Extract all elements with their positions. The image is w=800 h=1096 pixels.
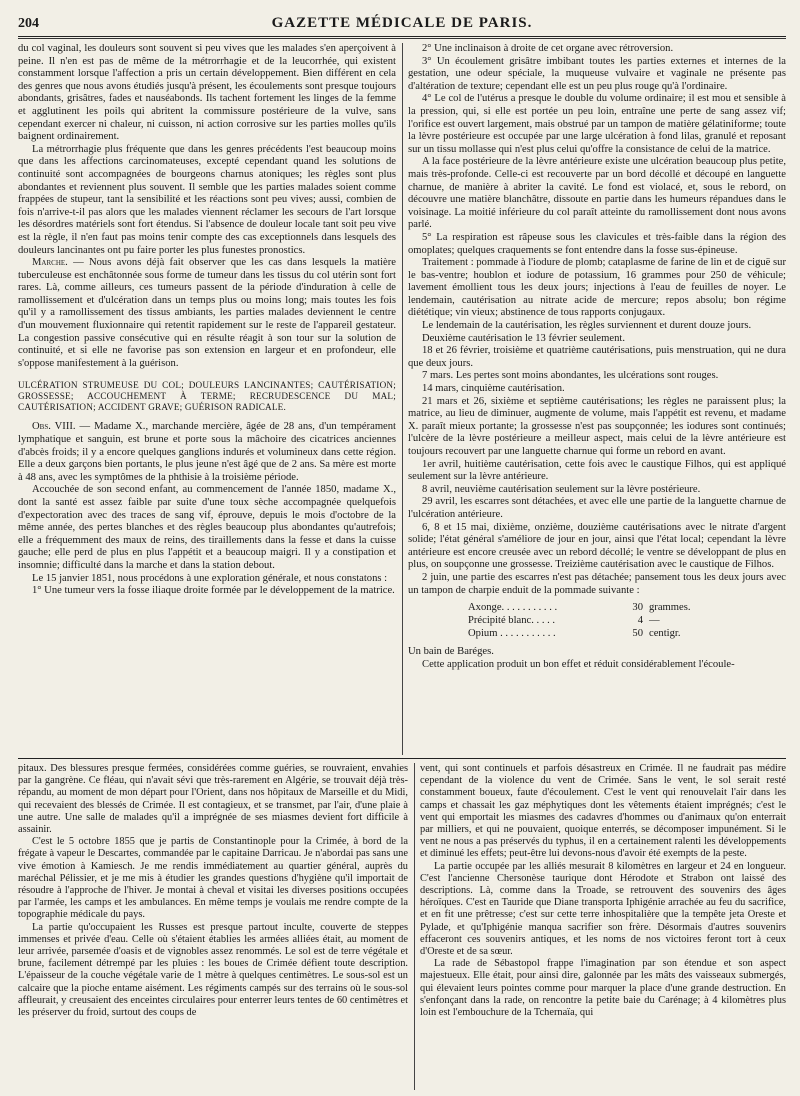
header-rule	[18, 38, 786, 39]
paragraph: Le lendemain de la cautérisation, les règles surviennent et durent douze jours.	[422, 320, 752, 332]
paragraph: La partie occupée par les alliés mesurait 8 kilomètres en largeur et 24 en longueur. C'est l'ancienne Chersonèse taurique dont Hérodote et Strabon ont laissé des descriptions. Là, comme dans la Troade, se retrouvent des souvenirs des âges héroïques. C'est en Tauride que Diane transporta Iphigénie arrachée au feu du sacrifice, et en fit une prêtresse; c'est sur cette terre inhospitalière que la tempête jeta Oreste et Pylade, et qu'Iphigénie manqua sacrifier son frère. Désormais d'autres souvenirs effaceront ces souvenirs antiques, et les noms de nos victoires feront tort à ceux d'Oreste et de sa sœur.	[420, 860, 786, 958]
paragraph: 4° Le col de l'utérus a presque le double du volume ordinaire; il est mou et sensible à la pression, qui, si elle est portée un peu loin, entraîne une perte de sang assez vif; l'orifice est ouvert largement, mais obstrué par un tampon de matière gélatiniforme; toute la lèvre postérieure est occupée par une large ulcération à fond lilas, granulé et reposant sur un tissu mollasse qui n'est plus celui qu'offre la consistance de celui de la matrice.	[408, 93, 786, 155]
ingredient-unit: —	[649, 615, 660, 627]
upper-left-column	[18, 43, 396, 755]
paragraph: vent, qui sont continuels et parfois désastreux en Crimée. Il ne faudrait pas médire cependant de la violence du vent de Crimée. Sans le vent, le sol serait resté constamment boueux, faute d'écoulement. C'est le vent qui renouvelait l'air dans les camps et chassait les gaz méphytiques dont les vêtements étaient imprégnés; c'est le vent qui emportait les miasmes des cadavres d'hommes ou d'animaux qu'on enterrait par milliers, et qui ne pouvaient, quoique enterrés, se décomposer impunément. Si le vent ne nous a pas préservés du typhus, il en a certainement ralenti les développements et diminué les effets; peut-être lui devons-nous d'avoir été exempts de la peste.	[420, 763, 786, 860]
ingredient-quantity: 50	[632, 628, 643, 640]
paragraph	[18, 421, 396, 484]
paragraph: 18 et 26 février, troisième et quatrième cautérisations, puis menstruation, qui ne dura que deux jours.	[408, 345, 786, 369]
ingredient-name: Axonge. . . . . . . . . . .	[468, 602, 558, 614]
paragraph: Cette application produit un bon effet et réduit considérablement l'écoule-	[422, 658, 735, 670]
paragraph: La rade de Sébastopol frappe l'imagination par son étendue et son aspect majestueux. Elle était, pour ainsi dire, galonnée par les mâts des vaisseaux submergés, qui élevaient leurs pointes comme pour marquer la place d'une grande destruction. En s'enfonçant dans la rade, on rencontre la petite baie du Carénage; à 4 kilomètres plus loin est l'embouchure de la Tchernaïa, qui	[420, 958, 786, 1019]
paragraph: 6, 8 et 15 mai, dixième, onzième, douzième cautérisations avec le nitrate d'argent solide; l'état général s'améliore de jour en jour, ainsi que l'état local; cependant la lèvre antérieure est encore creusée avec un rebord décollé; le ventre se développant de plus en plus, on soupçonne une grossesse. Treizième cautérisation avec le caustique de Filhos.	[408, 521, 786, 571]
paragraph-text: — Madame X., marchande mercière, âgée de 28 ans, d'un tempérament lymphatique et sanguin, est brune et porte sous la mâchoire des cicatrices anciennes d'abcès froids; il y a encore quelques ganglions indurés et volumineux dans cette région. Elle a deux garçons bien portants, le plus jeune n'est âgé que de 2 ans. Sa mère est morte à 48 ans, avec les symptômes de la phthisie à la troisième période.	[18, 421, 396, 483]
formula-row	[468, 614, 786, 627]
lower-left-column	[18, 763, 408, 1090]
lower-section	[18, 763, 786, 1090]
column-divider	[402, 43, 403, 755]
ingredient-name: Opium . . . . . . . . . . .	[468, 628, 556, 640]
ingredient-unit: centigr.	[649, 628, 681, 640]
paragraph: Accouchée de son second enfant, au commencement de l'année 1850, madame X., dont la santé est assez faible par suite d'une toux sèche accompagnée quelquefois d'expectoration avec des traces de sang vif, éprouve, depuis le mois d'octobre de la même année, des pertes blanches et des règles beaucoup plus abondantes qu'autrefois; elle a fréquemment des maux de reins, des tiraillements dans la fesse et dans la cuisse gauche; elle perd de plus en plus l'appétit et a beaucoup maigri. Il y a constipation et insomnie; difficulté dans la marche et dans la station debout.	[18, 484, 396, 571]
paragraph: 1° Une tumeur vers la fosse iliaque droite formée par le développement de la matrice.	[32, 585, 395, 597]
paragraph: Le 15 janvier 1851, nous procédons à une exploration générale, et nous constatons :	[32, 572, 388, 584]
ingredient-quantity: 30	[632, 602, 643, 614]
paragraph: Traitement : pommade à l'iodure de plomb; cataplasme de farine de lin et de ciguë sur le bas-ventre; houblon et iodure de potassium, 16 grammes pour 250 de véhicule; lavement émollient tous les deux jours; injections à l'eau de feuilles de noyer. Le lendemain, cautérisation au nitrate acide de mercure; repos absolu; bon régime diététique; vin vieux; abstinence de tous rapports conjugaux.	[408, 257, 786, 319]
paragraph: Un bain de Baréges.	[408, 646, 494, 658]
paragraph-text: — Nous avons déjà fait observer que les cas dans lesquels la matière tuberculeuse est enchâtonnée sous forme de tumeur dans les tissus du col utérin sont fort rares. Là, comme ailleurs, ces tumeurs passent de la période d'induration à celle de ramollissement et d'ulcération dans un temps plus ou moins long; mais toutes les fois qu'il y a ramollissement des tissus ambiants, les parties malades deviennent le centre d'un mouvement fluxionnaire qui retentit rapidement sur le reste de l'appareil gestateur. La congestion passive consécutive qui en résulte réagit à son tour sur la solution de continuité, et si elle ne favorise pas son extension en largeur et en profondeur, elle s'oppose manifestement à la guérison.	[18, 257, 396, 369]
paragraph: 14 mars, cinquième cautérisation.	[422, 383, 565, 395]
feuilleton-rule	[18, 758, 786, 759]
paragraph: 29 avril, les escarres sont détachées, et avec elle une partie de la languette charnue de l'ulcération antérieure.	[408, 496, 786, 520]
ingredient-quantity: 4	[637, 615, 643, 627]
paragraph: 2° Une inclinaison à droite de cet organe avec rétroversion.	[422, 43, 674, 54]
paragraph: 3° Un écoulement grisâtre imbibant toutes les parties externes et internes de la gestation, une odeur spéciale, la muqueuse vulvaire et vaginale ne présente pas d'altération de texture; cependant elle est un peu plus rouge qu'à l'ordinaire.	[408, 55, 786, 92]
section-label: Marche.	[32, 257, 68, 269]
observation-label: Obs. VIII.	[32, 421, 76, 433]
paragraph: pitaux. Des blessures presque fermées, considérées comme guéries, se rouvraient, envahies par la gangrène. Ce fléau, qui n'avait sévi que très-rarement en Algérie, se trouvait déjà très-répandu, au moment de mon départ pour l'Orient, dans nos hôpitaux de Marseille et du Midi, qui recevaient des blessés de Crimée. Il est contagieux, et se transmet, par l'air, d'une plaie à une autre. Une salle de malades qu'il a imprégnée de ses miasmes devient fort difficile à assainir.	[18, 763, 408, 836]
paragraph: La partie qu'occupaient les Russes est presque partout inculte, couverte de steppes immenses et privée d'eau. Celle où s'étaient établies les armées alliées était, au moment de leur arrivée, parsemée d'oasis et de vignobles assez renommés. Le sol est de terre végétale et brune, facilement détrempé par les pluies : les boues de Crimée défient toute description. L'épaisseur de la couche végétale varie de 1 mètre à quelques centimètres. Le sous-sol est un calcaire que la pioche entame aisément. Les régiments campés sur des terrains où le sous-sol affleurait, y creusaient des enceintes circulaires pour enterrer leurs tentes de 60 centimètres et les préserver du froid, surtout des coups de	[18, 921, 408, 1019]
publication-title: GAZETTE MÉDICALE DE PARIS.	[271, 15, 533, 31]
paragraph: 2 juin, une partie des escarres n'est pas détachée; pansement tous les deux jours avec un tampon de charpie enduit de la pommade suivante :	[408, 571, 786, 596]
upper-right-column	[408, 43, 786, 755]
column-divider	[414, 763, 415, 1090]
page-header	[18, 12, 786, 37]
upper-section	[18, 43, 786, 755]
paragraph: La métrorrhagie plus fréquente que dans les genres précédents l'est beaucoup moins que dans les affections carcinomateuses, excepté cependant quand les solutions de continuité sont accompagnées de bourgeons charnus atoniques; les règles sont plus abondantes et reviennent plus souvent. Il semble que les parties malades soient comme frappées de stupeur, tant la sensibilité et les réactions sont peu vives; aussi, combien de fois n'arrive-t-il pas alors que les malades viennent réclamer les secours de l'art lorsque les désordres matériels sont fort étendus. Si l'absence de douleur locale tant soit peu vive est la règle, il n'en faut pas moins tenir compte des cas exceptionnels dans lesquels des douleurs lancinantes ont pu faire porter les plus funestes pronostics.	[18, 143, 396, 256]
paragraph: du col vaginal, les douleurs sont souvent si peu vives que les malades s'en aperçoivent à peine. Il n'en est pas de même de la métrorrhagie et de la leucorrhée, qui existent constamment lorsque l'affection a pris un certain développement. Bien différent en cela des genres que nous avons étudiés jusqu'à présent, les écoulements sont presque toujours abondants, grisâtres, fades et nauséabonds. Ils tachent fortement les linges de la femme et agglutinent les poils qui abritent la commissure postérieure de la vulve, sans cependant exercer ni chaleur, ni cuisson, ni action corrosive sur les parties molles qu'ils baignent ordinairement.	[18, 43, 396, 143]
lower-right-column	[420, 763, 786, 1090]
page-number: 204	[18, 16, 39, 31]
paragraph: 21 mars et 26, sixième et septième cautérisations; les règles ne paraissent plus; la matrice, au lieu de diminuer, augmente de volume, mais l'appétit est revenu, et madame X. paraît mieux portante; la grossesse n'est pas soupçonnée; les iodures sont continués; l'ulcère de la lèvre postérieure a meilleur aspect, mais celui de la lèvre antérieure est toujours recouvert par une languette charnue qui forme un rebord en avant.	[408, 395, 786, 457]
paragraph: 7 mars. Les pertes sont moins abondantes, les ulcérations sont rouges.	[422, 370, 719, 382]
ingredient-name: Précipité blanc. . . . .	[468, 615, 556, 627]
prescription-formula	[468, 601, 786, 640]
paragraph: 8 avril, neuvième cautérisation seulement sur la lèvre postérieure.	[422, 483, 701, 495]
formula-row	[468, 601, 786, 614]
formula-row	[468, 627, 786, 640]
paragraph: Deuxième cautérisation le 13 février seulement.	[422, 332, 625, 344]
paragraph: A la face postérieure de la lèvre antérieure existe une ulcération beaucoup plus petite, mais très-profonde. Celle-ci est recouverte par un bord décollé et découpé en languette charnue, de manière à abriter la cavité. Le fond est violacé, et, sous le rebord, on découvre une matière blanchâtre, dissoute en partie dans les humeurs répandues dans le voisinage. La moitié inférieure du col paraît atteinte du ramollissement dont nous avons parlé.	[408, 156, 786, 231]
ingredient-unit: grammes.	[649, 602, 691, 614]
paragraph: C'est le 5 octobre 1855 que je partis de Constantinople pour la Crimée, à bord de la frégate à vapeur le Descartes, commandée par le capitaine Darricau. Je n'abordai pas sans une vive émotion à Kamiesch. Je me rendis immédiatement au quartier général, auprès du maréchal Pélissier, et je me mis à étudier les grandes questions d'hygiène qu'il importait de résoudre à l'approche de l'hiver. Je montai à cheval et visitai les diverses positions occupées par l'armée, les camps et les ambulances. En même temps je voulais me rendre compte de la topographie médicale du pays.	[18, 836, 408, 921]
paragraph	[18, 257, 396, 370]
paragraph: 1er avril, huitième cautérisation, cette fois avec le caustique Filhos, qui est appliqué seulement sur la lèvre antérieure.	[408, 458, 786, 483]
paragraph: 5° La respiration est râpeuse sous les clavicules et très-faible dans la région des omoplates; quelques craquements se font entendre dans la fosse sus-épineuse.	[408, 231, 786, 256]
case-title: ULCÉRATION STRUMEUSE DU COL; DOULEURS LANCINANTES; CAUTÉRISATION; GROSSESSE; ACCOUCHEMENT À TERME; RECRUDESCENCE DU MAL; CAUTÉRISATION; ACCIDENT GRAVE; GUÉRISON RADICALE.	[18, 380, 396, 413]
